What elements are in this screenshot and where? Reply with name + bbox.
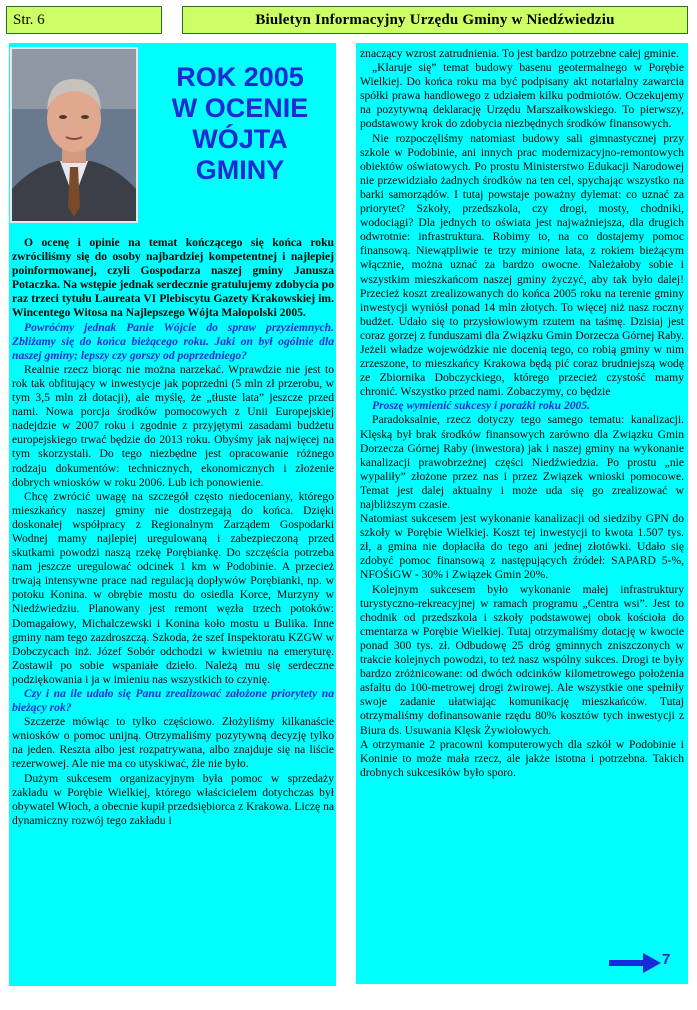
next-page-number: 7 [662,951,671,968]
article-paragraph: Realnie rzecz biorąc nie można narzekać. Wprawdzie nie jest to rok tak obfitujący w inwestycje jak poprzedni (5 mln zł przerobu, w tym 3,5 mln zł dotacji), ale myślę, że „tłuste lata” jeszcze przed nami. Nowa porcja środków pomocowych z Unii Europejskiej nadejdzie w 2007 roku i zgodnie z przyjętymi zasadami budżetu europejskiego trwać będzie do 2013 roku. Obyśmy jak najwięcej na tym skorzystali. Do tego niezbędne jest opracowanie różnego rodzaju dokumentów: technicznych, ekonomicznych i złożenie dobrych wniosków w roku 2006. Lub ich ponowienie. [12,362,334,489]
article-paragraph: „Klaruje się” temat budowy basenu geotermalnego w Porębie Wielkiej. Do końca roku ma być podpisany akt notarialny zawarcia spółki prawa handlowego z udziałem kilku podmiotów. Oczekujemy na pozytywną deklarację Urzędu Marszałkowskiego. To pierwszy, podstawowy krok do zdobycia niezbędnych środków finansowych. [360,61,684,131]
portrait-photo [10,47,138,223]
article-paragraph: Kolejnym sukcesem było wykonanie małej infrastruktury turystyczno-rekreacyjnej w ramach programu „Centra wsi”. Jest to chodnik od przedszkola i szkoły podstawowej obok kościoła do cmentarza w Porębie Wielkiej. Tutaj otrzymaliśmy dotację w kwocie ponad 300 tys. zł. Odbudowę 25 dróg gminnych zniszczonych w trakcie kolejnych powodzi, to też nasz wspólny sukces. Drogi te były bardzo zróżnicowane: od dwóch odcinków kilometrowego położenia asfaltu do 100-metrowej drogi żwirowej. Ale wszystkie one spełniły swoje zadanie ułatwiając komunikację mieszkańców. Tutaj otrzymaliśmy dofinansowanie rzędu 80% kosztów tych inwestycji z Biura ds. Usuwania Klęsk Żywiołowych. [360,582,684,737]
article-paragraph: Dużym sukcesem organizacyjnym była pomoc w sprzedaży zakładu w Porębie Wielkiej, którego właścicielem dotychczas był obywatel Włoch, a obecnie kupił przedsiębiorca z Krakowa. Liczę na dynamiczny rozwój tego zakładu i [12,771,335,827]
right-article-text [360,47,684,780]
article-paragraph: O ocenę i opinie na temat kończącego się końca roku zwróciliśmy się do osoby najbardziej kompetentnej i najlepiej poinformowanej, czyli Gospodarza naszej gminy Janusza Potaczka. Na wstępie jednak serdecznie gratulujemy zdobycia po raz trzeci tytułu Laureata VI Plebiscytu Gazety Krakowskiej im. Wincentego Witosa na Najlepszego Wójta Małopolski 2005. [12,236,335,320]
article-paragraph: Nie rozpoczęliśmy natomiast budowy sali gimnastycznej przy szkole w Podobinie, ani innych prac modernizacyjno-remontowych obiektów oświatowych. Po prostu Ministerstwo Edukacji Narodowej nie przewidziało żadnych środków na ten cel, spychając wszystko na barki samorządów. I tutaj powstaje poważny dylemat: co uznać za priorytet? Szkoły, przedszkola, czy drogi, mosty, chodniki, wodociągi? Dla jednych to oświata jest najważniejsza, dla drugich odwrotnie: infrastruktura. Robimy to, na co dostajemy pomoc finansową. Niewątpliwie te trzy minione lata, z rokiem bieżącym włącznie, można uznać za bardzo owocne. Należałoby sobie i wszystkim mieszkańcom naszej gminy życzyć, aby tak było dalej! Przecież koszt zrealizowanych do końca 2005 roku na terenie gminy inwestycji wyniósł ponad 14 mln złotych. To więcej niż nasz roczny budżet. Udało się to przysłowiowym rzutem na taśmę. Dzisiaj jest coraz gorzej z funduszami dla Związku Gmin Dorzecza Górnej Raby. Jeżeli władze wojewódzkie nie docenią tego, co robią gminy w nim zrzeszone, to mieszkańcy Krakowa będą pić coraz brudniejszą wodę ze Zbiornika Dobczyckiego, którego przecież czystość mamy chronić. Wszystko przed nami. Zobaczymy, co będzie [360,131,684,399]
article-paragraph: Chcę zwrócić uwagę na szczegół często niedoceniany, którego mieszkańcy naszej gminy nie dostrzegają do końca. Dzięki doskonałej współpracy z Regionalnym Zarządem Gospodarki Wodnej mamy najlepiej uregulowaną i zabezpieczoną przed skutkami powodzi naszą rzekę Porębiankę. Do szczęścia potrzeba nam jeszcze uregulować odcinek 1 km w Podobinie. A przecież trwają intensywne prace nad regulacją dopływów Porębianki, np. w potoku Konina. w obrębie mostu do osiedla Korce, Murzyny w Niedźwiedziu. Planowany jest remont węzła trzech potoków: Domagałowy, Michalczewski i Konina koło mostu u Bulika. Inne gminy nam tego zazdroszczą. Szkoda, że szef Inspektoratu KZGW w Dobczycach inż. Józef Sobór odchodzi w kwietniu na emeryturę. Zostawił po sobie wspaniałe dzieło. Należą mu się serdeczne podziękowania i ja w imieniu nas wszystkich to czynię. [12,489,334,686]
headline-line: GMINY [195,155,285,185]
headline-line: ROK 2005 [176,62,304,92]
bulletin-title-box [182,6,688,34]
headline-line: WÓJTA [192,124,288,154]
interview-question: Powróćmy jednak Panie Wójcie do spraw przyziemnych. Zbliżamy się do końca bieżącego roku. Jaki on był ogólnie dla naszej gminy; lepszy czy gorszy od poprzedniego? [12,320,334,362]
portrait-illustration [12,49,136,221]
article-paragraph: A otrzymanie 2 pracowni komputerowych dla szkół w Podobinie i Koninie to może mała rzecz, ale jakże istotna i potrzebna. Takich drobnych sukcesików było sporo. [360,737,684,779]
article-paragraph: Szczerze mówiąc to tylko częściowo. Złożyliśmy kilkanaście wniosków o pomoc unijną. Otrzymaliśmy pozytywną decyzję tylko na jeden. Reszta albo jest rozpatrywana, albo znajduje się na liście rezerwowej. Ale nie ma co utyskiwać, źle nie było. [12,715,334,771]
interview-question: Proszę wymienić sukcesy i porażki roku 2005. [372,399,591,413]
page-number: Str. 6 [13,12,45,28]
interview-question: Czy i na ile udało się Panu zrealizować założone priorytety na bieżący rok? [12,687,334,715]
page-number-box [6,6,162,34]
next-page-arrow-icon [609,952,661,974]
headline-line: W OCENIE [171,93,309,123]
article-paragraph: Natomiast sukcesem jest wykonanie kanalizacji od siedziby GPN do szkoły w Porębie Wielkiej. Koszt tej inwestycji to kwota 1.507 tys. zł, a gmina nie dopłaciła do tego ani jednej złotówki. Udało się zdobyć pomoc finansową z następujących źródeł: SAPARD 5-%, NFOŚiGW - 30% i Związek Gmin 20%. [360,512,684,582]
article-headline [150,62,330,186]
article-paragraph: Paradoksalnie, rzecz dotyczy tego samego tematu: kanalizacji. Klęską był brak środków finansowych zarówno dla Związku Gmin Dorzecza Górnej Raby (inwestora) jak i naszej gminy na wykonanie kanalizacji prawobrzeżnej części Niedźwiedzia. Po prostu „nie wypaliły” złożone przez nas i przez Związek wnioski pomocowe. Temat jest dalej aktualny i może uda się go zrealizować w najbliższym czasie. [360,413,684,511]
article-paragraph: znaczący wzrost zatrudnienia. To jest bardzo potrzebne całej gminie. [360,47,679,60]
left-article-text [12,236,334,828]
bulletin-title: Biuletyn Informacyjny Urzędu Gminy w Niedźwiedziu [255,12,615,28]
